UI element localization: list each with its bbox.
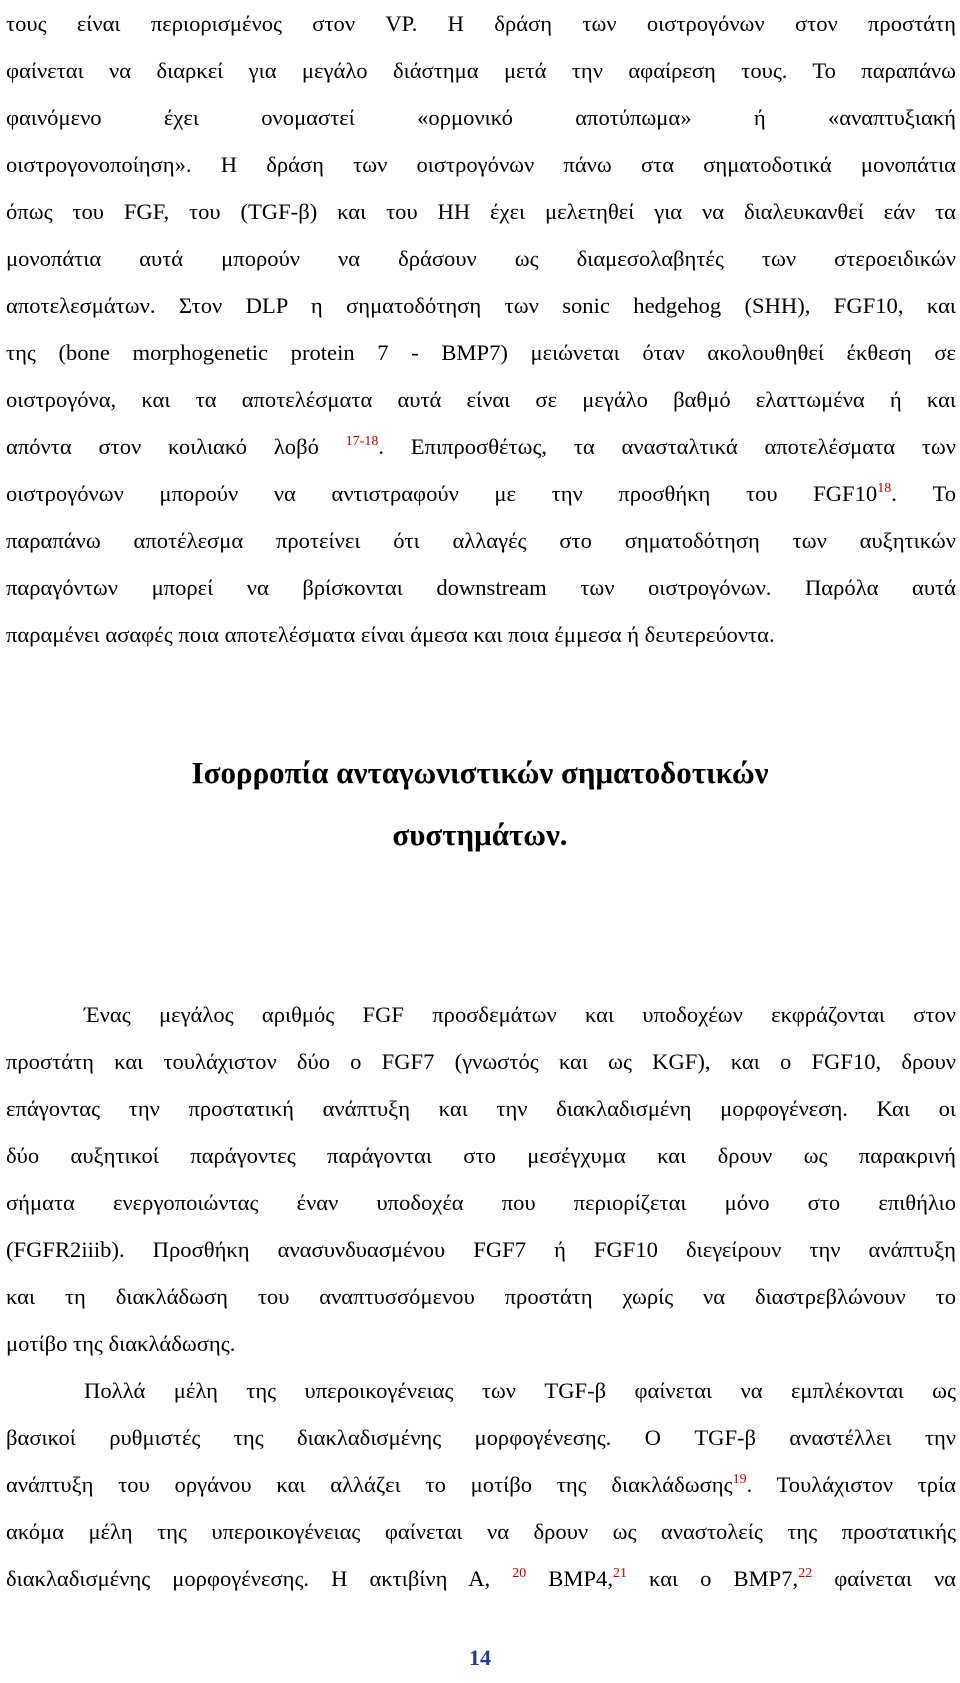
text-line: φαίνεται να διαρκεί για μεγάλο διάστημα μετά την αφαίρεση τους. Το παραπάνω [6,58,956,83]
text-line: αποτελεσμάτων. Στον DLP η σηματοδότηση των sonic hedgehog (SHH), FGF10, και [6,293,956,318]
text-line: μοτίβο της διακλάδωσης. [6,1331,236,1356]
text-line: Πολλά μέλη της υπεροικογένειας των TGF-β φαίνεται να εμπλέκονται ως [84,1378,956,1403]
text-line: επάγοντας την προστατική ανάπτυξη και την διακλαδισμένη μορφογένεση. Και οι [6,1096,956,1121]
text-line: της (bone morphogenetic protein 7 - BMP7) μειώνεται όταν ακολουθηθεί έκθεση σε [6,340,956,365]
text-line: οιστρογόνα, και τα αποτελέσματα αυτά είναι σε μεγάλο βαθμό ελαττωμένα ή και [6,387,956,412]
text-line: ακόμα μέλη της υπεροικογένειας φαίνεται να δρουν ως αναστολείς της προστατικής [6,1519,956,1544]
text-run: . Το [891,481,956,506]
text-line: προστάτη και τουλάχιστον δύο ο FGF7 (γνωστός και ως KGF), και ο FGF10, δρουν [6,1049,956,1074]
text-line [6,1461,956,1508]
text-line [6,423,956,470]
text-run: διακλαδισμένης μορφογένεσης. Η ακτιβίνη Α, [6,1566,513,1591]
text-line: παραγόντων μπορεί να βρίσκονται downstream των οιστρογόνων. Παρόλα αυτά [6,575,956,600]
text-line: παραμένει ασαφές ποια αποτελέσματα είναι άμεσα και ποια έμμεσα ή δευτερεύοντα. [6,622,775,647]
text-run: και ο BMP7, [626,1566,799,1591]
text-run: BMP4, [526,1566,613,1591]
reference-superscript: 18 [877,481,892,496]
text-run: φαίνεται να [812,1566,957,1591]
reference-superscript: 21 [612,1566,627,1581]
text-line: βασικοί ρυθμιστές της διακλαδισμένης μορφογένεσης. Ο TGF-β αναστέλλει την [6,1425,956,1450]
reference-superscript: 19 [732,1472,747,1487]
heading-line: Ισορροπία ανταγωνιστικών σηματοδοτικών [191,755,769,790]
page-number: 14 [469,1645,491,1670]
text-run: οιστρογόνων μπορούν να αντιστραφούν με την προσθήκη του FGF10 [6,481,878,506]
text-line: οιστρογονοποίηση». Η δράση των οιστρογόνων πάνω στα σηματοδοτικά μονοπάτια [6,152,956,177]
paragraph-1 [6,0,956,658]
text-line: Ένας μεγάλος αριθμός FGF προσδεμάτων και υποδοχέων εκφράζονται στον [84,1002,956,1027]
reference-superscript: 17-18 [345,434,379,449]
reference-superscript: 20 [512,1566,527,1581]
text-run: ανάπτυξη του οργάνου και αλλάζει το μοτίβο της διακλάδωσης [6,1472,733,1497]
text-run: . Επιπροσθέτως, τα ανασταλτικά αποτελέσματα των [378,434,956,459]
reference-superscript: 22 [798,1566,813,1581]
text-line: και τη διακλάδωση του αναπτυσσόμενου προστάτη χωρίς να διαστρεβλώνουν το [6,1284,956,1309]
section-heading [0,742,960,866]
text-line: φαινόμενο έχει ονομαστεί «ορμονικό αποτύπωμα» ή «αναπτυξιακή [6,105,956,130]
heading-line: συστημάτων. [392,817,568,852]
paragraph-2 [6,991,956,1367]
text-line: σήματα ενεργοποιώντας έναν υποδοχέα που περιορίζεται μόνο στο επιθήλιο [6,1190,956,1215]
text-line: (FGFR2iiib). Προσθήκη ανασυνδυασμένου FGF7 ή FGF10 διεγείρουν την ανάπτυξη [6,1237,956,1262]
text-line: τους είναι περιορισμένος στον VP. Η δράση των οιστρογόνων στον προστάτη [6,11,956,36]
text-line: παραπάνω αποτέλεσμα προτείνει ότι αλλαγές στο σηματοδότηση των αυξητικών [6,528,956,553]
text-run: απόντα στον κοιλιακό λοβό [6,434,346,459]
text-run: . Τουλάχιστον τρία [746,1472,956,1497]
text-line [6,470,956,517]
text-line: όπως του FGF, του (TGF-β) και του HH έχει μελετηθεί για να διαλευκανθεί εάν τα [6,199,956,224]
text-line: μονοπάτια αυτά μπορούν να δράσουν ως διαμεσολαβητές των στεροειδικών [6,246,956,271]
text-line: δύο αυξητικοί παράγοντες παράγονται στο μεσέγχυμα και δρουν ως παρακρινή [6,1143,956,1168]
text-line [6,1555,956,1602]
paragraph-3 [6,1367,956,1602]
